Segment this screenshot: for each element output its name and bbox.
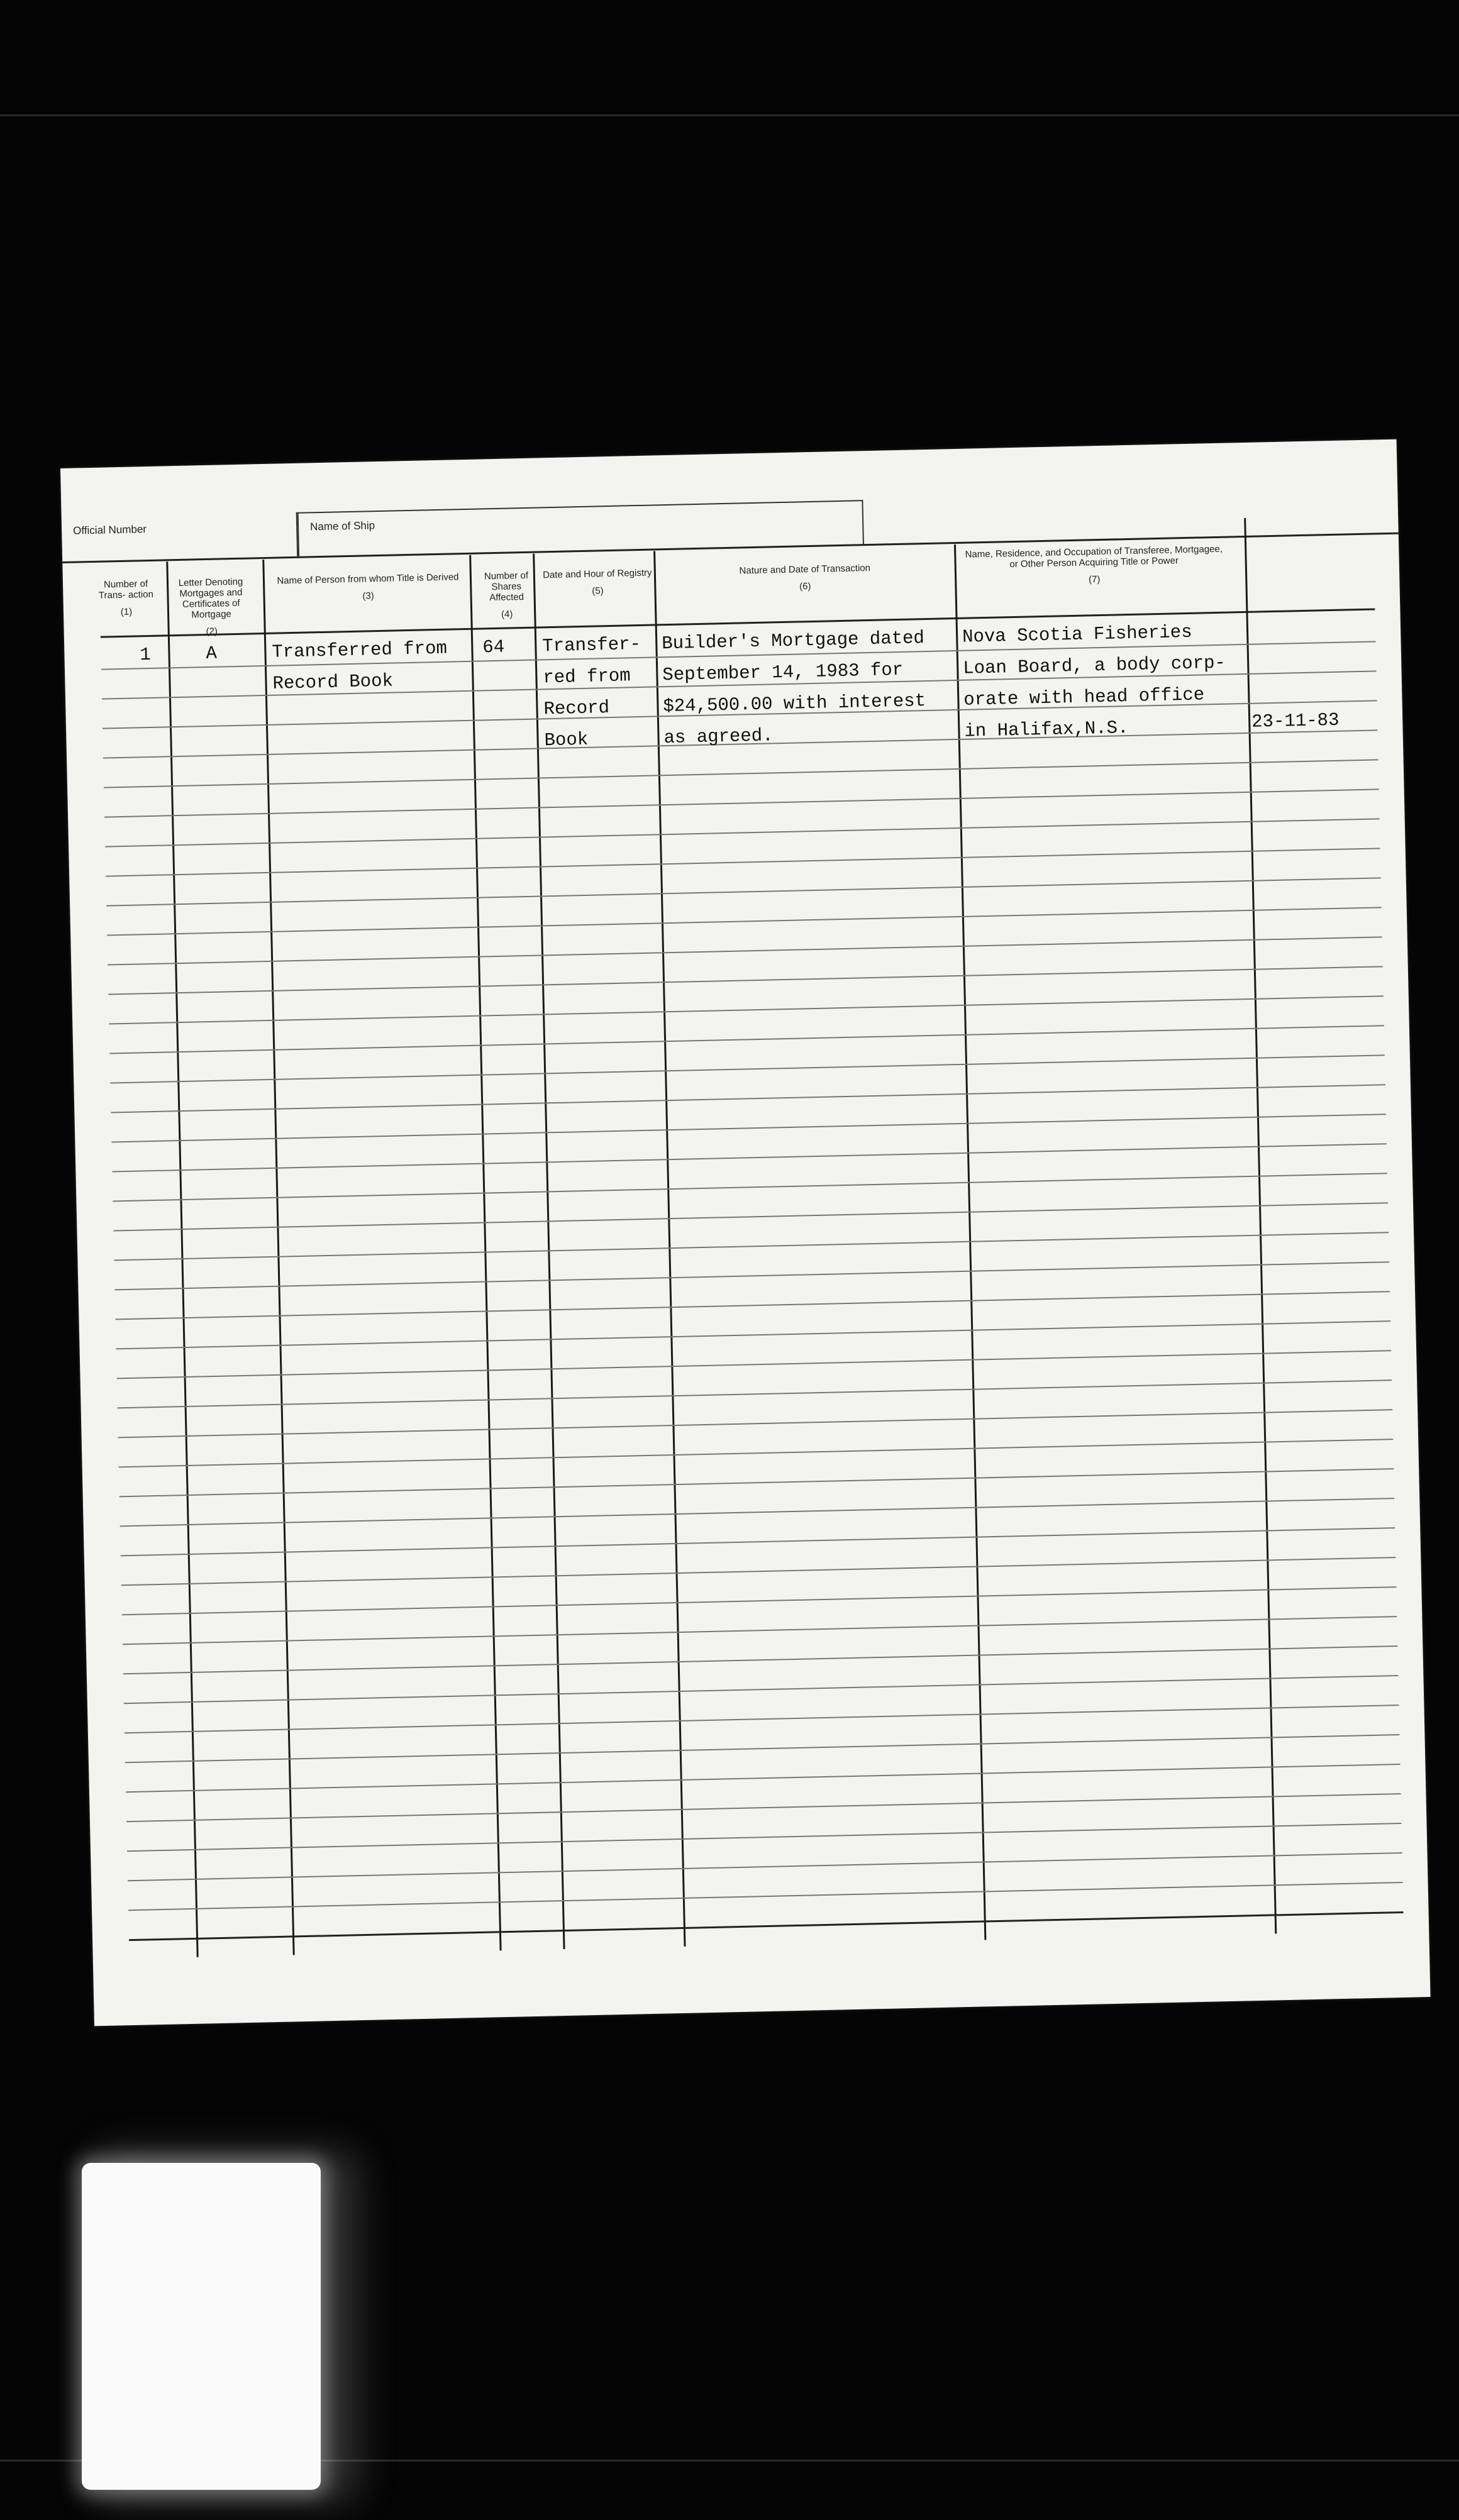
ruled-line bbox=[104, 788, 1379, 817]
ruled-line bbox=[113, 1202, 1388, 1231]
ruled-line bbox=[108, 966, 1383, 995]
ruled-line bbox=[114, 1232, 1389, 1261]
ruled-line bbox=[109, 995, 1384, 1024]
ruled-line bbox=[116, 1320, 1391, 1349]
ruled-line bbox=[118, 1379, 1392, 1408]
transaction-number: 1 bbox=[140, 644, 152, 666]
nature-line-1: Builder's Mortgage dated bbox=[661, 627, 925, 655]
ruled-line bbox=[121, 1527, 1395, 1556]
official-number-label: Official Number bbox=[72, 523, 147, 537]
ruled-line bbox=[122, 1586, 1397, 1615]
ruled-line bbox=[125, 1705, 1399, 1733]
nature-line-3: $24,500.00 with interest bbox=[663, 690, 926, 717]
acquirer-line-4: in Halifax,N.S. bbox=[964, 717, 1129, 742]
registry-line-3: Record bbox=[543, 697, 610, 720]
film-edge-top bbox=[0, 114, 1459, 116]
ruled-line bbox=[110, 1054, 1385, 1083]
col-header-6: Nature and Date of Transaction (6) bbox=[739, 562, 871, 592]
ruled-line bbox=[108, 936, 1382, 965]
ruled-line bbox=[119, 1439, 1394, 1467]
official-number-box bbox=[62, 512, 298, 561]
col-header-4: Number of Shares Affected (4) bbox=[484, 570, 529, 620]
ruled-line bbox=[111, 1084, 1385, 1113]
registry-line-4: Book bbox=[544, 729, 589, 751]
ruled-line bbox=[123, 1616, 1397, 1645]
name-of-ship-label: Name of Ship bbox=[309, 519, 375, 533]
ruled-lines bbox=[60, 439, 1396, 468]
col-header-2: Letter Denoting Mortgages and Certificates of Mortgage (2) bbox=[178, 576, 243, 638]
title-derived-line-2: Record Book bbox=[272, 670, 394, 694]
ruled-line bbox=[125, 1734, 1400, 1763]
acquirer-line-1: Nova Scotia Fisheries bbox=[962, 621, 1192, 648]
ruled-line bbox=[120, 1498, 1395, 1527]
ruled-line bbox=[106, 877, 1381, 906]
ruled-line bbox=[119, 1468, 1394, 1497]
col-header-1: Number of Trans- action (1) bbox=[98, 578, 154, 617]
ruled-line bbox=[112, 1143, 1387, 1172]
title-derived-line-1: Transferred from bbox=[272, 638, 448, 663]
registry-line-1: Transfer- bbox=[541, 633, 641, 657]
ruled-line bbox=[104, 759, 1379, 788]
ruled-line bbox=[128, 1882, 1403, 1911]
nature-line-4: as agreed. bbox=[663, 725, 774, 749]
ruled-line bbox=[124, 1675, 1399, 1704]
ruled-line bbox=[126, 1764, 1401, 1793]
shares-affected: 64 bbox=[482, 636, 505, 658]
acquirer-line-2: Loan Board, a body corp- bbox=[962, 652, 1226, 679]
ruled-line bbox=[113, 1173, 1387, 1202]
ruled-line bbox=[127, 1823, 1402, 1852]
registry-line-2: red from bbox=[543, 665, 631, 688]
col-header-7: Name, Residence, and Occupation of Transferee, Mortgagee, or Other Person Acquiring Title or Power (7) bbox=[965, 543, 1223, 585]
register-form-page bbox=[60, 439, 1431, 2026]
ruled-line bbox=[117, 1350, 1392, 1379]
ruled-line bbox=[114, 1261, 1389, 1290]
ruled-line bbox=[111, 1114, 1386, 1142]
mortgage-letter: A bbox=[206, 643, 218, 665]
film-light-patch bbox=[82, 2163, 321, 2490]
ruled-line bbox=[106, 848, 1380, 876]
ruled-line bbox=[105, 818, 1380, 847]
ruled-line bbox=[121, 1557, 1396, 1586]
ruled-line bbox=[126, 1793, 1401, 1822]
entry-date: 23-11-83 bbox=[1251, 709, 1340, 732]
col-header-5: Date and Hour of Registry (5) bbox=[542, 567, 652, 597]
acquirer-line-3: orate with head office bbox=[963, 684, 1205, 710]
ruled-line bbox=[129, 1911, 1404, 1941]
ruled-line bbox=[118, 1409, 1393, 1438]
ruled-line bbox=[116, 1291, 1390, 1320]
nature-line-2: September 14, 1983 for bbox=[662, 659, 904, 686]
ruled-line bbox=[107, 907, 1382, 936]
ruled-line bbox=[123, 1645, 1398, 1674]
ruled-line bbox=[128, 1852, 1402, 1881]
col-header-3: Name of Person from whom Title is Derived (3) bbox=[277, 572, 459, 602]
ruled-line bbox=[109, 1025, 1384, 1054]
